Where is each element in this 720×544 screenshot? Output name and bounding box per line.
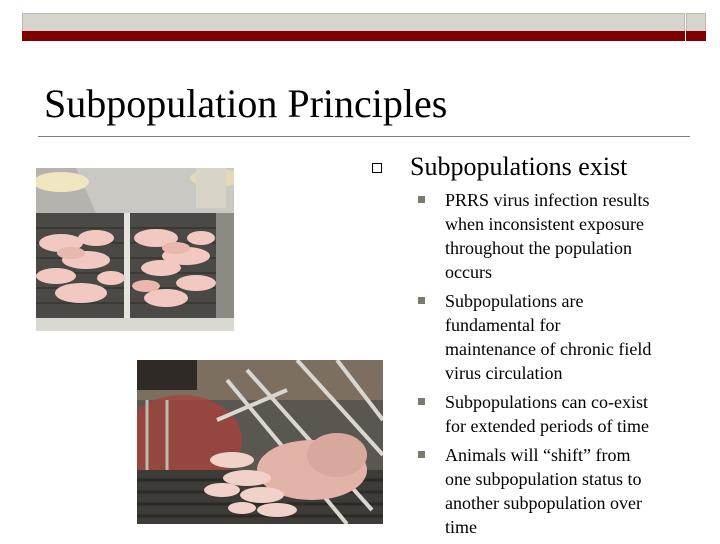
sub-bullet-list	[418, 188, 718, 544]
sub-bullet-line: for extended periods of time	[445, 416, 649, 436]
sub-bullet-line: virus circulation	[445, 363, 563, 383]
sub-bullet-line: fundamental for	[445, 315, 561, 335]
header-corner-square-light	[686, 13, 706, 33]
sub-bullet-item	[418, 188, 718, 284]
sub-bullet-line: Animals will “shift” from	[445, 445, 631, 465]
sub-bullet-line: time	[445, 517, 477, 537]
sub-bullet-line: another subpopulation over	[445, 493, 642, 513]
sub-bullet-line: PRRS virus infection results	[445, 190, 650, 210]
sub-bullet-line: Subpopulations are	[445, 291, 584, 311]
sub-bullet-line: maintenance of chronic field	[445, 339, 652, 359]
sub-bullet-line: occurs	[445, 262, 492, 282]
title-divider	[38, 136, 690, 137]
header-band-light	[22, 13, 685, 33]
sub-bullet-item	[418, 289, 718, 385]
header-corner-square-dark	[686, 31, 706, 41]
sub-bullet-line: one subpopulation status to	[445, 469, 642, 489]
sub-bullet-item	[418, 390, 718, 438]
slide-title: Subpopulation Principles	[44, 81, 448, 126]
sub-bullet-line: throughout the population	[445, 238, 632, 258]
sub-bullet-line: when inconsistent exposure	[445, 214, 644, 234]
sow-farrowing-crate-photo	[137, 360, 383, 524]
filled-square-icon	[418, 398, 425, 405]
filled-square-icon	[418, 196, 425, 203]
sub-bullet-line: Subpopulations can co-exist	[445, 392, 648, 412]
sub-bullet-item	[418, 443, 718, 539]
filled-square-icon	[418, 297, 425, 304]
hollow-square-icon	[372, 163, 382, 173]
main-bullet-text: Subpopulations exist	[410, 152, 628, 181]
piglets-heat-lamp-photo	[36, 168, 234, 331]
filled-square-icon	[418, 451, 425, 458]
header-band-dark	[22, 31, 685, 41]
